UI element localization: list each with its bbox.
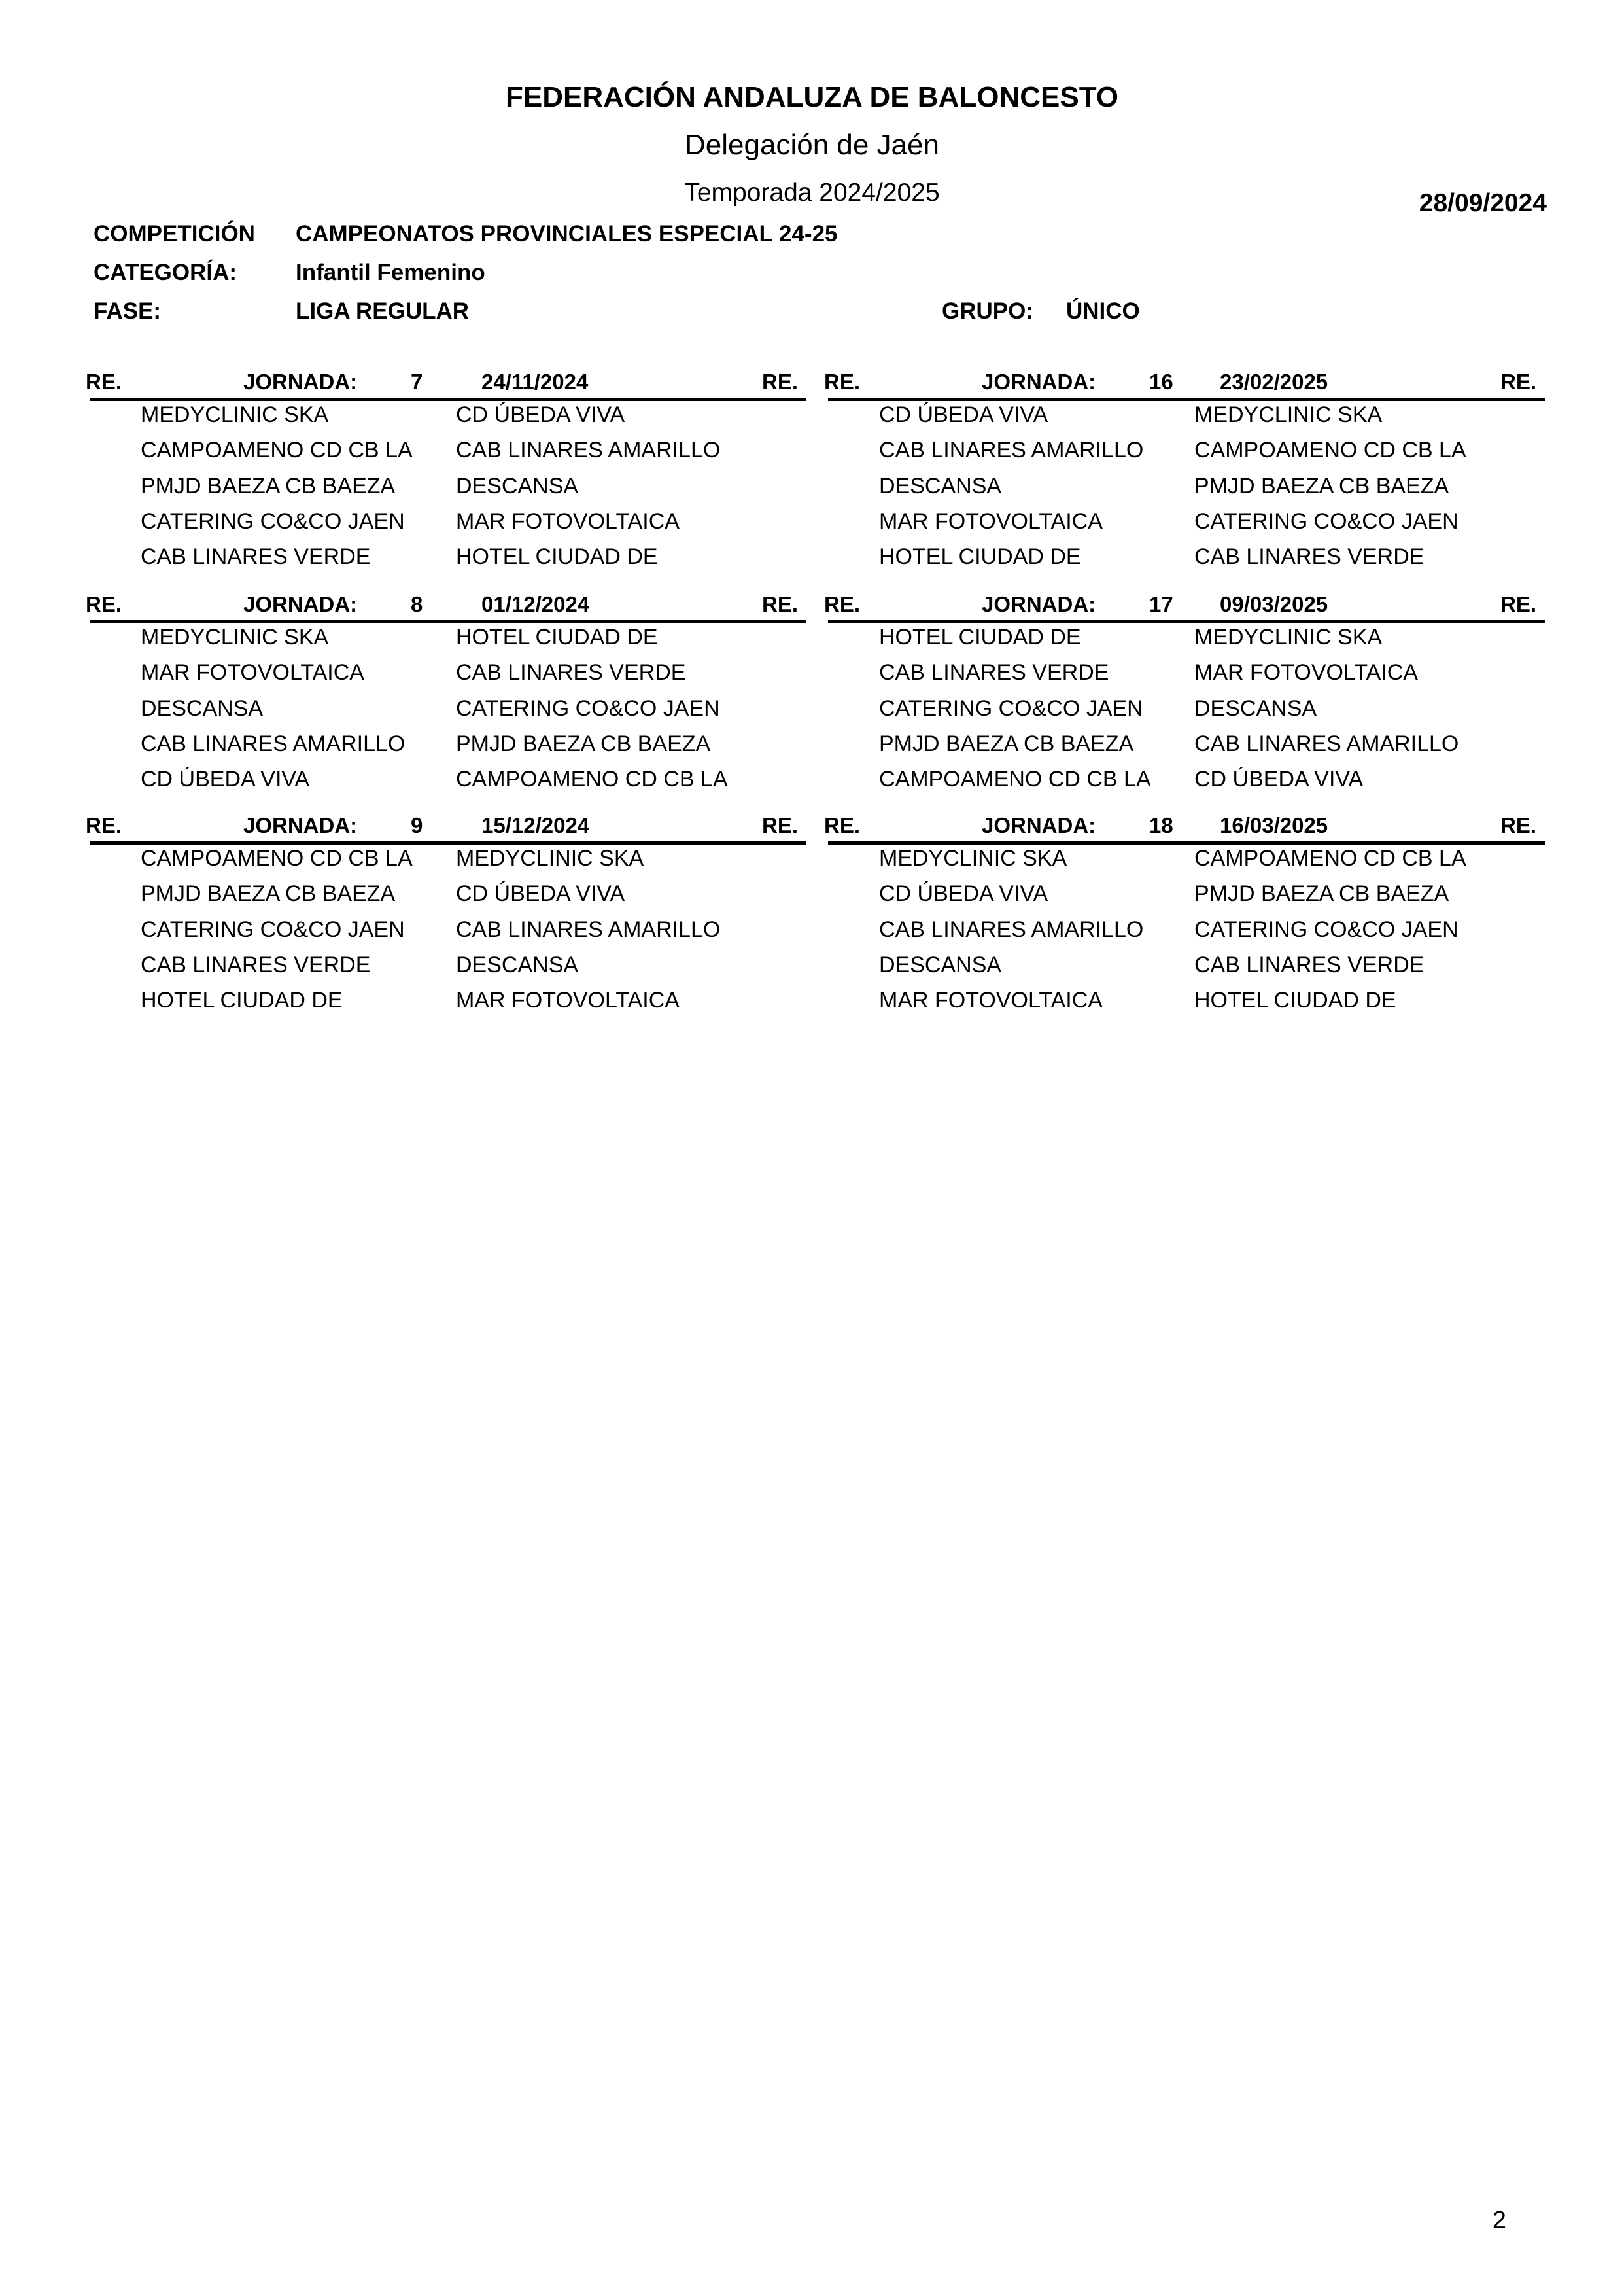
match-row [86, 988, 806, 1023]
match-row [824, 953, 1545, 988]
away-team: CAB LINARES AMARILLO [456, 438, 721, 463]
away-team: CD ÚBEDA VIVA [1194, 767, 1364, 792]
home-team: CAMPOAMENO CD CB LA [141, 846, 413, 871]
round-header [86, 810, 806, 841]
document-date: 28/09/2024 [1419, 189, 1547, 217]
match-row [86, 474, 806, 509]
match-row [824, 660, 1545, 695]
home-team: CD ÚBEDA VIVA [879, 402, 1048, 427]
header-rule [828, 620, 1545, 623]
home-team: CAB LINARES AMARILLO [879, 917, 1144, 942]
home-team: DESCANSA [879, 473, 1002, 499]
round-number: 8 [411, 592, 423, 616]
re-label: RE. [1500, 813, 1537, 837]
away-team: PMJD BAEZA CB BAEZA [1194, 473, 1449, 499]
jornada-label: JORNADA: [243, 370, 358, 394]
match-row [86, 438, 806, 473]
home-team: CAMPOAMENO CD CB LA [141, 438, 413, 463]
match-row [824, 474, 1545, 509]
header-rule [90, 841, 806, 845]
away-team: DESCANSA [1194, 695, 1317, 721]
away-team: CAB LINARES AMARILLO [1194, 731, 1459, 756]
page-number: 2 [1492, 2207, 1506, 2234]
round-section [86, 366, 806, 589]
away-team: DESCANSA [456, 952, 579, 977]
re-label: RE. [1500, 592, 1537, 616]
re-label: RE. [824, 592, 861, 616]
match-row [824, 625, 1545, 660]
round-date: 09/03/2025 [1220, 592, 1328, 616]
match-row [824, 988, 1545, 1023]
round-section [86, 589, 806, 811]
away-team: CAMPOAMENO CD CB LA [456, 767, 728, 792]
round-section [824, 810, 1545, 1032]
re-label: RE. [86, 592, 122, 616]
match-row [86, 402, 806, 438]
away-team: CD ÚBEDA VIVA [456, 402, 625, 427]
home-team: CD ÚBEDA VIVA [141, 767, 310, 792]
round-number: 17 [1149, 592, 1173, 616]
group-label: GRUPO: [942, 298, 1033, 324]
away-team: CAB LINARES VERDE [456, 660, 686, 686]
home-team: CAB LINARES AMARILLO [141, 731, 406, 756]
home-team: CD ÚBEDA VIVA [879, 881, 1048, 907]
page-subtitle: Delegación de Jaén [685, 129, 939, 161]
home-team: CATERING CO&CO JAEN [879, 695, 1143, 721]
home-team: HOTEL CIUDAD DE [879, 544, 1081, 570]
home-team: PMJD BAEZA CB BAEZA [141, 473, 396, 499]
match-row [86, 767, 806, 802]
match-row [824, 881, 1545, 917]
home-team: CAB LINARES AMARILLO [879, 438, 1144, 463]
away-team: MEDYCLINIC SKA [1194, 625, 1383, 650]
round-header [86, 366, 806, 398]
re-label: RE. [762, 370, 799, 394]
match-row [824, 696, 1545, 731]
away-team: CAMPOAMENO CD CB LA [1194, 846, 1466, 871]
match-row [824, 402, 1545, 438]
match-row [824, 767, 1545, 802]
match-row [86, 696, 806, 731]
re-label: RE. [824, 370, 861, 394]
home-team: DESCANSA [879, 952, 1002, 977]
home-team: HOTEL CIUDAD DE [141, 988, 343, 1013]
away-team: PMJD BAEZA CB BAEZA [1194, 881, 1449, 907]
jornada-label: JORNADA: [982, 370, 1096, 394]
away-team: CAB LINARES AMARILLO [456, 917, 721, 942]
re-label: RE. [824, 813, 861, 837]
home-team: MEDYCLINIC SKA [141, 402, 329, 427]
header-rule [90, 620, 806, 623]
re-label: RE. [86, 370, 122, 394]
away-team: MAR FOTOVOLTAICA [456, 508, 680, 534]
home-team: CAMPOAMENO CD CB LA [879, 767, 1151, 792]
away-team: CATERING CO&CO JAEN [1194, 917, 1459, 942]
competition-label: COMPETICIÓN [94, 221, 255, 247]
match-row [86, 917, 806, 953]
home-team: HOTEL CIUDAD DE [879, 625, 1081, 650]
home-team: MAR FOTOVOLTAICA [141, 660, 364, 686]
away-team: CATERING CO&CO JAEN [1194, 508, 1459, 534]
round-number: 9 [411, 813, 423, 837]
group-value: ÚNICO [1066, 298, 1140, 324]
away-team: DESCANSA [456, 473, 579, 499]
home-team: PMJD BAEZA CB BAEZA [141, 881, 396, 907]
match-row [86, 509, 806, 544]
match-row [86, 881, 806, 917]
round-date: 23/02/2025 [1220, 370, 1328, 394]
away-team: MAR FOTOVOLTAICA [1194, 660, 1418, 686]
away-team: CATERING CO&CO JAEN [456, 695, 720, 721]
away-team: MEDYCLINIC SKA [1194, 402, 1383, 427]
round-date: 24/11/2024 [481, 370, 589, 394]
category-value: Infantil Femenino [296, 260, 485, 285]
match-row [86, 544, 806, 580]
round-section [86, 810, 806, 1032]
header-rule [828, 841, 1545, 845]
away-team: HOTEL CIUDAD DE [456, 625, 658, 650]
round-header [824, 366, 1545, 398]
season-label: Temporada 2024/2025 [684, 179, 940, 207]
home-team: CAB LINARES VERDE [141, 544, 371, 570]
jornada-label: JORNADA: [243, 813, 358, 837]
round-date: 15/12/2024 [481, 813, 590, 837]
header-rule [828, 398, 1545, 401]
away-team: PMJD BAEZA CB BAEZA [456, 731, 711, 756]
re-label: RE. [762, 592, 799, 616]
phase-value: LIGA REGULAR [296, 298, 470, 324]
round-section [824, 589, 1545, 811]
match-row [824, 438, 1545, 473]
home-team: CATERING CO&CO JAEN [141, 917, 405, 942]
round-section [824, 366, 1545, 589]
match-row [824, 509, 1545, 544]
home-team: CAB LINARES VERDE [141, 952, 371, 977]
home-team: MAR FOTOVOLTAICA [879, 988, 1103, 1013]
match-row [86, 731, 806, 767]
home-team: CATERING CO&CO JAEN [141, 508, 405, 534]
phase-label: FASE: [94, 298, 162, 324]
away-team: HOTEL CIUDAD DE [456, 544, 658, 570]
jornada-label: JORNADA: [982, 813, 1096, 837]
header-rule [90, 398, 806, 401]
home-team: MEDYCLINIC SKA [141, 625, 329, 650]
re-label: RE. [1500, 370, 1537, 394]
re-label: RE. [86, 813, 122, 837]
category-label: CATEGORÍA: [94, 260, 237, 285]
match-row [86, 953, 806, 988]
match-row [86, 660, 806, 695]
match-row [824, 917, 1545, 953]
match-row [86, 846, 806, 881]
page-title: FEDERACIÓN ANDALUZA DE BALONCESTO [505, 81, 1119, 113]
round-number: 16 [1149, 370, 1173, 394]
match-row [824, 846, 1545, 881]
away-team: CAB LINARES VERDE [1194, 544, 1425, 570]
jornada-label: JORNADA: [243, 592, 358, 616]
home-team: PMJD BAEZA CB BAEZA [879, 731, 1134, 756]
match-row [86, 625, 806, 660]
round-date: 01/12/2024 [481, 592, 590, 616]
round-header [824, 589, 1545, 620]
home-team: CAB LINARES VERDE [879, 660, 1109, 686]
match-row [824, 544, 1545, 580]
jornada-label: JORNADA: [982, 592, 1096, 616]
competition-value: CAMPEONATOS PROVINCIALES ESPECIAL 24-25 [296, 221, 838, 247]
away-team: MAR FOTOVOLTAICA [456, 988, 680, 1013]
match-row [824, 731, 1545, 767]
home-team: DESCANSA [141, 695, 264, 721]
round-number: 18 [1149, 813, 1173, 837]
re-label: RE. [762, 813, 799, 837]
away-team: CAB LINARES VERDE [1194, 952, 1425, 977]
round-header [824, 810, 1545, 841]
round-number: 7 [411, 370, 423, 394]
round-header [86, 589, 806, 620]
round-date: 16/03/2025 [1220, 813, 1328, 837]
away-team: MEDYCLINIC SKA [456, 846, 644, 871]
away-team: CAMPOAMENO CD CB LA [1194, 438, 1466, 463]
home-team: MAR FOTOVOLTAICA [879, 508, 1103, 534]
home-team: MEDYCLINIC SKA [879, 846, 1067, 871]
away-team: HOTEL CIUDAD DE [1194, 988, 1396, 1013]
away-team: CD ÚBEDA VIVA [456, 881, 625, 907]
